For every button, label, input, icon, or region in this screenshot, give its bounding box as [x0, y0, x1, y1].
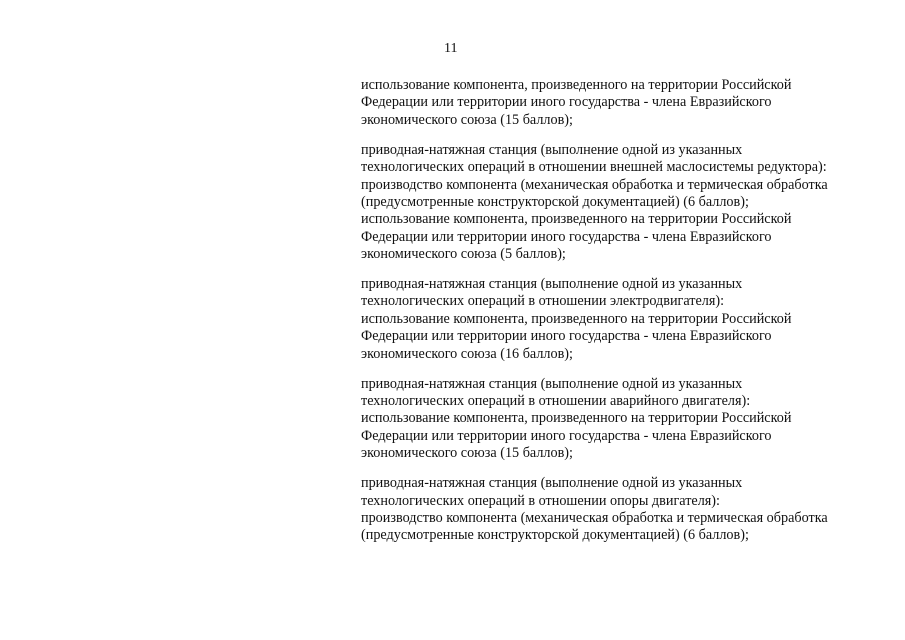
document-body: [361, 77, 881, 557]
text-line: Федерации или территории иного государства - члена Евразийского: [361, 328, 772, 345]
text-line: технологических операций в отношении электродвигателя):: [361, 293, 725, 310]
text-line: производство компонента (механическая обработка и термическая обработка: [361, 509, 828, 526]
text-line: Федерации или территории иного государства - члена Евразийского: [361, 427, 772, 444]
paragraph: [361, 77, 881, 129]
text-line: приводная-натяжная станция (выполнение одной из указанных: [361, 475, 743, 492]
text-line: производство компонента (механическая обработка и термическая обработка: [361, 176, 828, 193]
paragraph: [361, 276, 881, 363]
text-line: Федерации или территории иного государства - члена Евразийского: [361, 94, 772, 111]
text-line: экономического союза (5 баллов);: [361, 246, 566, 263]
text-line: (предусмотренные конструкторской документацией) (6 баллов);: [361, 193, 749, 210]
text-line: использование компонента, произведенного на территории Российской: [361, 211, 792, 228]
paragraph: [361, 475, 881, 545]
paragraph: [361, 376, 881, 463]
text-line: технологических операций в отношении опоры двигателя):: [361, 492, 720, 509]
paragraph: [361, 142, 881, 264]
text-line: экономического союза (15 баллов);: [361, 111, 573, 128]
text-line: экономического союза (16 баллов);: [361, 345, 573, 362]
text-line: приводная-натяжная станция (выполнение одной из указанных: [361, 141, 743, 158]
text-line: технологических операций в отношении аварийного двигателя):: [361, 393, 751, 409]
text-line: экономического союза (15 баллов);: [361, 445, 573, 462]
text-line: Федерации или территории иного государства - члена Евразийского: [361, 228, 772, 245]
text-line: использование компонента, произведенного на территории Российской: [361, 77, 792, 93]
text-line: использование компонента, произведенного на территории Российской: [361, 410, 792, 427]
text-line: приводная-натяжная станция (выполнение одной из указанных: [361, 276, 743, 293]
text-line: использование компонента, произведенного на территории Российской: [361, 310, 792, 327]
text-line: (предусмотренные конструкторской документацией) (6 баллов);: [361, 527, 749, 544]
text-line: приводная-натяжная станция (выполнение одной из указанных: [361, 375, 743, 392]
text-line: технологических операций в отношении внешней маслосистемы редуктора):: [361, 159, 827, 176]
page-number: 11: [444, 41, 458, 56]
